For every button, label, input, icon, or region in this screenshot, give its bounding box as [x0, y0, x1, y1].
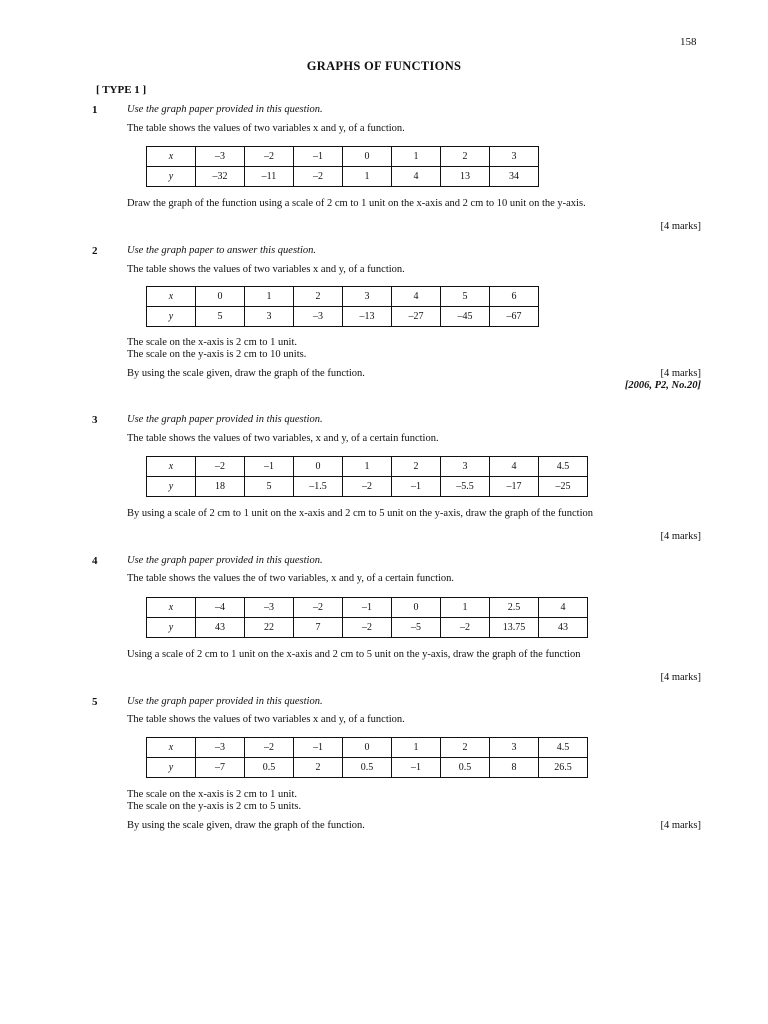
question-5-text: By using the scale given, draw the graph of the function. [127, 820, 365, 831]
question-1-instruction: Use the graph paper provided in this question. [127, 104, 323, 115]
question-4-intro: The table shows the values the of two variables, x and y, of a certain function. [127, 573, 455, 584]
table-cell: 8 [490, 758, 539, 778]
table-cell: 0 [392, 598, 441, 618]
table-cell: –1 [294, 147, 343, 167]
table-cell: 0 [343, 738, 392, 758]
table-cell: –4 [196, 598, 245, 618]
table-row-x [147, 457, 588, 477]
table-cell: –2 [441, 618, 490, 638]
table-cell: –45 [441, 307, 490, 327]
table-cell: 0 [196, 287, 245, 307]
table-cell: 2 [294, 758, 343, 778]
table-cell: 5 [245, 477, 294, 497]
question-4-number: 4 [92, 555, 98, 567]
question-3-text: By using a scale of 2 cm to 1 unit on the x-axis and 2 cm to 5 unit on the y-axis, draw the graph of the function [127, 508, 593, 519]
question-5-instruction: Use the graph paper provided in this question. [127, 696, 323, 707]
table-cell: 2 [441, 738, 490, 758]
table-cell: –1 [343, 598, 392, 618]
page-number: 158 [680, 36, 697, 48]
table-header-x: x [147, 457, 196, 477]
table-cell: 13 [441, 167, 490, 187]
table-cell: 0.5 [343, 758, 392, 778]
question-5-marks: [4 marks] [660, 820, 701, 831]
table-header-x: x [147, 738, 196, 758]
question-4-text: Using a scale of 2 cm to 1 unit on the x-axis and 2 cm to 5 unit on the y-axis, draw the graph of the function [127, 649, 581, 660]
table-cell: 26.5 [539, 758, 588, 778]
question-1-number: 1 [92, 104, 98, 116]
question-1-marks: [4 marks] [660, 221, 701, 232]
table-header-y: y [147, 167, 196, 187]
question-2-table [146, 286, 539, 327]
table-header-x: x [147, 147, 196, 167]
table-cell: 0 [294, 457, 343, 477]
question-5-table [146, 737, 588, 778]
question-2-scale-x: The scale on the x-axis is 2 cm to 1 unit. [127, 337, 298, 348]
question-2-number: 2 [92, 245, 98, 257]
table-cell: 4 [539, 598, 588, 618]
table-row-y [147, 167, 539, 187]
question-2-scale-y: The scale on the y-axis is 2 cm to 10 units. [127, 349, 307, 360]
table-cell: –2 [294, 598, 343, 618]
page-title: GRAPHS OF FUNCTIONS [306, 59, 462, 73]
question-2-intro: The table shows the values of two variables x and y, of a function. [127, 264, 405, 275]
table-cell: –3 [196, 147, 245, 167]
question-3-table [146, 456, 588, 497]
table-cell: –2 [343, 618, 392, 638]
question-2-instruction: Use the graph paper to answer this question. [127, 245, 316, 256]
table-cell: –25 [539, 477, 588, 497]
table-header-x: x [147, 598, 196, 618]
table-cell: –1 [392, 477, 441, 497]
table-header-y: y [147, 477, 196, 497]
table-cell: 4.5 [539, 738, 588, 758]
table-row-x [147, 598, 588, 618]
table-cell: 7 [294, 618, 343, 638]
table-cell: 2.5 [490, 598, 539, 618]
table-cell: –3 [294, 307, 343, 327]
table-row-y [147, 758, 588, 778]
question-3-intro: The table shows the values of two variables, x and y, of a certain function. [127, 433, 439, 444]
table-cell: 43 [539, 618, 588, 638]
table-cell: –27 [392, 307, 441, 327]
table-cell: –1 [245, 457, 294, 477]
table-cell: –1 [294, 738, 343, 758]
question-4-table [146, 597, 588, 638]
table-cell: –2 [196, 457, 245, 477]
table-cell: 2 [392, 457, 441, 477]
table-cell: –3 [196, 738, 245, 758]
table-cell: –5.5 [441, 477, 490, 497]
table-cell: 34 [490, 167, 539, 187]
question-4-instruction: Use the graph paper provided in this question. [127, 555, 323, 566]
type-label: [ TYPE 1 ] [96, 84, 147, 96]
table-cell: 13.75 [490, 618, 539, 638]
question-2-marks: [4 marks] [660, 368, 701, 379]
table-cell: –13 [343, 307, 392, 327]
table-row-y [147, 307, 539, 327]
table-cell: 3 [245, 307, 294, 327]
table-cell: –11 [245, 167, 294, 187]
table-cell: 1 [392, 147, 441, 167]
table-cell: 5 [196, 307, 245, 327]
table-cell: –2 [245, 147, 294, 167]
table-cell: –32 [196, 167, 245, 187]
question-3-number: 3 [92, 414, 98, 426]
table-cell: 3 [490, 738, 539, 758]
table-row-y [147, 618, 588, 638]
table-cell: 2 [294, 287, 343, 307]
question-3-instruction: Use the graph paper provided in this question. [127, 414, 323, 425]
table-row-y [147, 477, 588, 497]
table-header-y: y [147, 307, 196, 327]
table-cell: 0.5 [441, 758, 490, 778]
table-cell: 43 [196, 618, 245, 638]
table-cell: 1 [343, 457, 392, 477]
table-cell: 3 [441, 457, 490, 477]
table-cell: 2 [441, 147, 490, 167]
table-cell: 4 [392, 167, 441, 187]
table-cell: –2 [343, 477, 392, 497]
table-cell: 4 [392, 287, 441, 307]
table-cell: –7 [196, 758, 245, 778]
question-2-reference: [2006, P2, No.20] [624, 380, 701, 391]
table-cell: –1 [392, 758, 441, 778]
table-header-y: y [147, 618, 196, 638]
table-cell: –2 [294, 167, 343, 187]
question-1-table [146, 146, 539, 187]
table-cell: 6 [490, 287, 539, 307]
table-cell: –1.5 [294, 477, 343, 497]
table-cell: –67 [490, 307, 539, 327]
question-3-marks: [4 marks] [660, 531, 701, 542]
question-4-marks: [4 marks] [660, 672, 701, 683]
table-cell: 0.5 [245, 758, 294, 778]
table-header-y: y [147, 758, 196, 778]
table-cell: –17 [490, 477, 539, 497]
table-cell: –5 [392, 618, 441, 638]
table-cell: 3 [343, 287, 392, 307]
table-cell: 3 [490, 147, 539, 167]
table-cell: 4.5 [539, 457, 588, 477]
table-cell: 5 [441, 287, 490, 307]
table-cell: –2 [245, 738, 294, 758]
question-1-text: Draw the graph of the function using a scale of 2 cm to 1 unit on the x-axis and 2 cm to 10 unit on the y-axis. [127, 198, 586, 209]
table-row-x [147, 287, 539, 307]
table-cell: 18 [196, 477, 245, 497]
question-5-scale-y: The scale on the y-axis is 2 cm to 5 units. [127, 801, 302, 812]
table-cell: 1 [343, 167, 392, 187]
table-cell: 0 [343, 147, 392, 167]
table-cell: 1 [392, 738, 441, 758]
table-cell: –3 [245, 598, 294, 618]
question-5-number: 5 [92, 696, 98, 708]
table-row-x [147, 738, 588, 758]
table-cell: 4 [490, 457, 539, 477]
table-row-x [147, 147, 539, 167]
table-cell: 22 [245, 618, 294, 638]
table-header-x: x [147, 287, 196, 307]
table-cell: 1 [441, 598, 490, 618]
question-1-intro: The table shows the values of two variables x and y, of a function. [127, 123, 405, 134]
table-cell: 1 [245, 287, 294, 307]
question-2-text: By using the scale given, draw the graph of the function. [127, 368, 365, 379]
question-5-scale-x: The scale on the x-axis is 2 cm to 1 unit. [127, 789, 298, 800]
question-5-intro: The table shows the values of two variables x and y, of a function. [127, 714, 405, 725]
